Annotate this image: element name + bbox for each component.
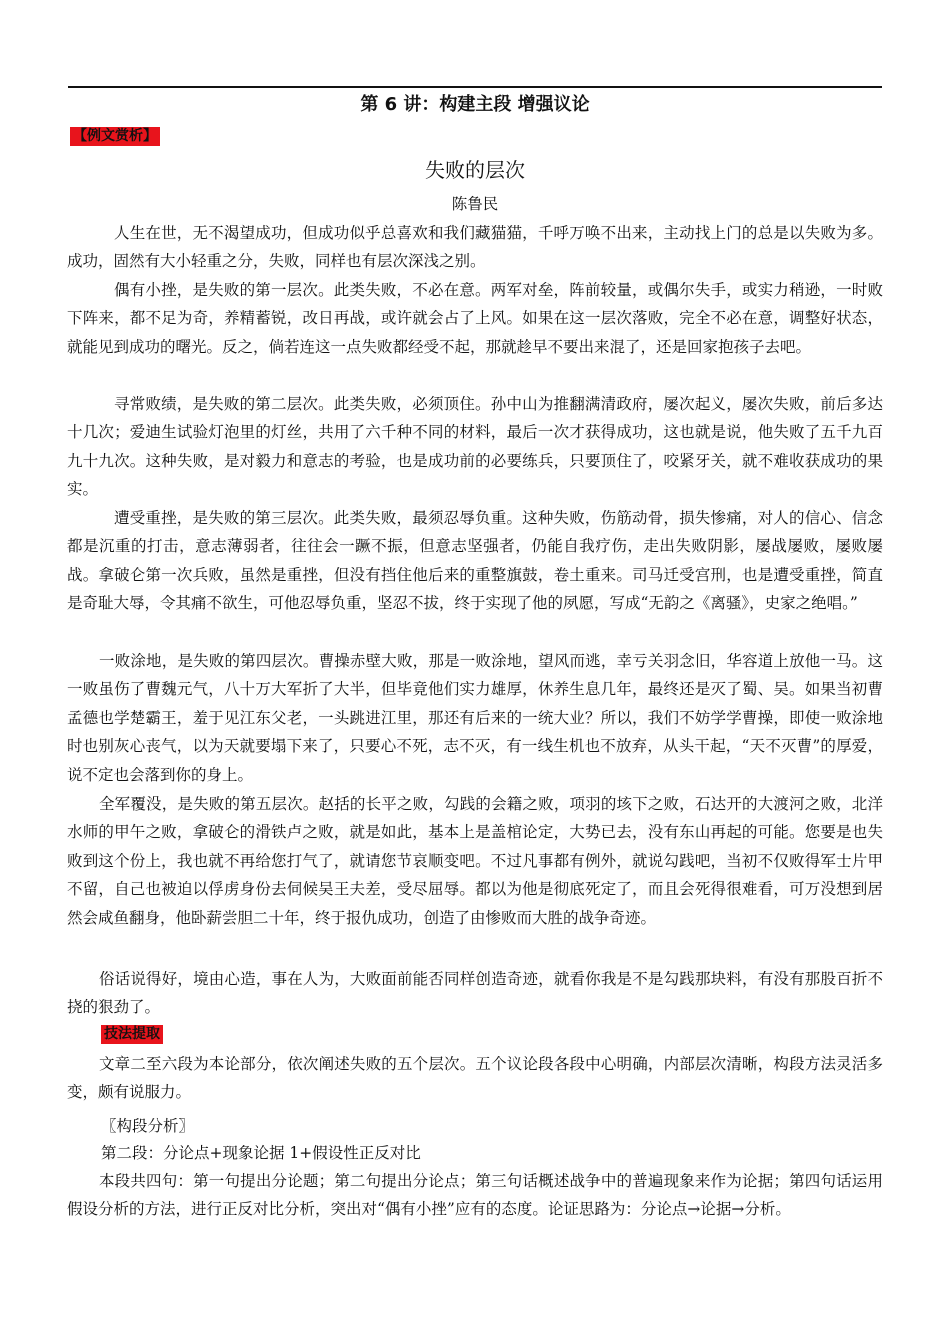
article-paragraph: 遭受重挫，是失败的第三层次。此类失败，最须忍辱负重。这种失败，伤筋动骨，损失惨痛，对人的信心、信念都是沉重的打击，意志薄弱者，往往会一蹶不振，但意志坚强者，仍能自我疗伤，走出失败阴影，屡战屡败，屡败屡战。拿破仑第一次兵败，虽然是重挫，但没有挡住他后来的重整旗鼓，卷土重来。司马迁受宫刑，也是遭受重挫，简直是奇耻大辱，令其痛不欲生，可他忍辱负重，坚忍不拔，终于实现了他的夙愿，写成“无韵之《离骚》，史家之绝唱。” bbox=[67, 509, 883, 613]
article-paragraph: 偶有小挫，是失败的第一层次。此类失败，不必在意。两军对垒，阵前较量，或偶尔失手，或实力稍逊，一时败下阵来，都不足为奇，养精蓄锐，改日再战，或许就会占了上风。如果在这一层次落败，完全不必在意，调整好状态，就能见到成功的曙光。反之，倘若连这一点失败都经受不起，那就趁早不要出来混了，还是回家抱孩子去吧。 bbox=[67, 281, 883, 356]
article-author: 陈鲁民 bbox=[451, 195, 499, 213]
article-paragraph: 全军覆没，是失败的第五层次。赵括的长平之败，勾践的会籍之败，项羽的垓下之败，石达开的大渡河之败，北洋水师的甲午之败，拿破仑的滑铁卢之败，就是如此，基本上是盖棺论定，大势已去，没有东山再起的可能。您要是也失败到这个份上，我也就不再给您打气了，就请您节哀顺变吧。不过凡事都有例外，就说勾践吧，当初不仅败得军士片甲不留，自己也被迫以俘虏身份去伺候吴王夫差，受尽屈辱。都以为他是彻底死定了，而且会死得很难看，可万没想到居然会咸鱼翻身，他卧薪尝胆二十年，终于报仇成功，创造了由惨败而大胜的战争奇迹。 bbox=[67, 795, 883, 927]
article-paragraph: 俗话说得好，境由心造，事在人为，大败面前能否同样创造奇迹，就看你我是不是勾践那块料，有没有那股百折不挠的狠劲了。 bbox=[67, 970, 883, 1017]
technique-summary: 文章二至六段为本论部分，依次阐述失败的五个层次。五个议论段各段中心明确，内部层次清晰，构段方法灵活多变，颇有说服力。 bbox=[67, 1055, 883, 1102]
technique-tag: 技法提取 bbox=[101, 1025, 163, 1044]
article-paragraph: 人生在世，无不渴望成功，但成功似乎总喜欢和我们藏猫猫，千呼万唤不出来，主动找上门的总是以失败为多。成功，固然有大小轻重之分，失败，同样也有层次深浅之别。 bbox=[67, 224, 883, 271]
article-paragraph: 寻常败绩，是失败的第二层次。此类失败，必须顶住。孙中山为推翻满清政府，屡次起义，屡次失败，前后多达十几次；爱迪生试验灯泡里的灯丝，共用了六千种不同的材料，最后一次才获得成功，这也就是说，他失败了五千九百九十九次。这种失败，是对毅力和意志的考验，也是成功前的必要练兵，只要顶住了，咬紧牙关，就不难收获成功的果实。 bbox=[67, 395, 883, 499]
analysis-text: 本段共四句：第一句提出分论题；第二句提出分论点；第三句话概述战争中的普遍现象来作为论据；第四句话运用假设分析的方法，进行正反对比分析，突出对“偶有小挫”应有的态度。论证思路为：分论点→论据→分析。 bbox=[67, 1172, 883, 1219]
article-paragraph: 一败涂地，是失败的第四层次。曹操赤壁大败，那是一败涂地，望风而逃，幸亏关羽念旧，华容道上放他一马。这一败虽伤了曹魏元气，八十万大军折了大半，但毕竟他们实力雄厚，休养生息几年，最终还是灭了蜀、吴。如果当初曹孟德也学楚霸王，羞于见江东父老，一头跳进江里，那还有后来的一统大业？所以，我们不妨学学曹操，即使一败涂地时也别灰心丧气，以为天就要塌下来了，只要心不死，志不灭，有一线生机也不放弃，从头干起，“天不灭曹”的厚爱，说不定也会落到你的身上。 bbox=[67, 652, 883, 784]
header-rule bbox=[68, 86, 882, 88]
second-paragraph-label: 第二段：分论点+现象论据 1+假设性正反对比 bbox=[101, 1144, 421, 1162]
article-title: 失败的层次 bbox=[425, 158, 525, 182]
section-tag: 【例文赏析】 bbox=[70, 127, 160, 146]
analysis-heading: 〖构段分析〗 bbox=[101, 1117, 195, 1135]
lecture-title: 第 6 讲：构建主段 增强议论 bbox=[360, 94, 590, 115]
